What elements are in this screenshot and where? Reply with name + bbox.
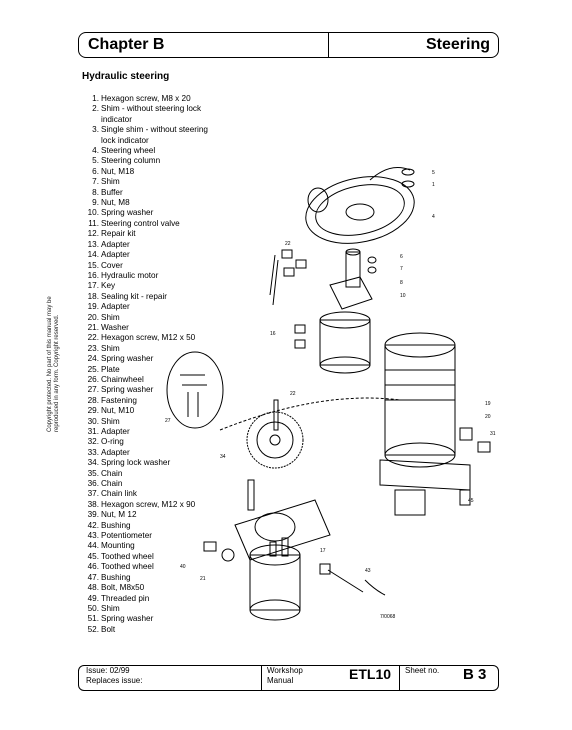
- part-number: 45.: [87, 551, 99, 561]
- part-description: Key: [101, 281, 116, 291]
- svg-text:40: 40: [180, 564, 186, 570]
- part-number: 17.: [87, 281, 99, 291]
- part-number: 39.: [87, 510, 99, 520]
- part-description: Hydraulic motor: [101, 270, 159, 280]
- part-description: Steering column: [101, 156, 161, 166]
- svg-text:19: 19: [485, 401, 491, 407]
- parts-list-item: [85, 146, 208, 156]
- part-number: 42.: [87, 520, 99, 530]
- part-number: 46.: [87, 562, 99, 572]
- part-description: Nut, M8: [101, 198, 130, 208]
- part-description: indicator: [101, 114, 132, 124]
- part-description: Hexagon screw, M8 x 20: [101, 94, 191, 103]
- part-number: 6.: [92, 166, 99, 176]
- svg-text:16: 16: [270, 331, 276, 337]
- part-description: Chainwheel: [101, 374, 144, 384]
- part-number: 2.: [92, 104, 99, 114]
- part-description: Bolt, M8x50: [101, 583, 145, 593]
- footer-manual-block: [267, 666, 303, 690]
- part-description: Toothed wheel: [101, 551, 154, 561]
- part-description: Adapter: [101, 302, 130, 312]
- footer-divider: [261, 666, 262, 690]
- part-description: Buffer: [101, 187, 123, 197]
- part-number: 47.: [87, 572, 99, 582]
- svg-text:6: 6: [400, 254, 403, 260]
- part-number: 7.: [92, 177, 99, 187]
- svg-text:31: 31: [490, 431, 496, 437]
- footer-divider: [399, 666, 400, 690]
- part-number: 24.: [87, 354, 99, 364]
- part-description: Bushing: [101, 572, 131, 582]
- svg-text:10: 10: [400, 293, 406, 299]
- model-name: ETL10: [349, 666, 392, 682]
- svg-text:34: 34: [220, 454, 226, 460]
- part-description: Spring washer: [101, 208, 154, 218]
- part-number: 32.: [87, 437, 99, 447]
- topic-title: Steering: [425, 36, 490, 53]
- part-number: 26.: [87, 374, 99, 384]
- part-number: 4.: [92, 146, 99, 156]
- part-number: 52.: [87, 624, 99, 634]
- part-number: [85, 136, 99, 146]
- svg-text:22: 22: [285, 241, 291, 247]
- part-description: Shim: [101, 343, 120, 353]
- part-description: Shim: [101, 603, 120, 613]
- part-description: Potentiometer: [101, 531, 152, 541]
- part-number: 43.: [87, 531, 99, 541]
- part-description: Nut, M 12: [101, 510, 137, 520]
- replaces-issue-text: Replaces issue:: [86, 675, 143, 685]
- part-number: 27.: [87, 385, 99, 395]
- part-description: Threaded pin: [101, 593, 150, 603]
- part-number: 16.: [87, 270, 99, 280]
- part-number: 35.: [87, 468, 99, 478]
- part-number: 48.: [87, 583, 99, 593]
- svg-text:43: 43: [365, 568, 371, 574]
- chapter-header: [78, 32, 499, 58]
- part-number: 28.: [87, 395, 99, 405]
- part-number: 33.: [87, 447, 99, 457]
- exploded-view-drawing: [160, 160, 520, 640]
- svg-text:27: 27: [165, 418, 171, 424]
- svg-text:17: 17: [320, 548, 326, 554]
- part-number: 19.: [87, 302, 99, 312]
- part-description: Sealing kit - repair: [101, 291, 167, 301]
- svg-text:7: 7: [400, 266, 403, 272]
- workshop-text: Workshop: [267, 666, 303, 675]
- part-number: 8.: [92, 187, 99, 197]
- part-number: 38.: [87, 499, 99, 509]
- part-number: 3.: [92, 125, 99, 135]
- part-number: 18.: [87, 291, 99, 301]
- parts-list-item: [85, 115, 208, 125]
- header-divider: [328, 33, 329, 57]
- part-description: Chain: [101, 479, 123, 489]
- svg-text:1: 1: [432, 182, 435, 188]
- sheet-label: Sheet no.: [405, 666, 440, 675]
- part-number: [85, 115, 99, 125]
- part-description: Repair kit: [101, 229, 136, 239]
- part-number: 22.: [87, 333, 99, 343]
- part-number: 44.: [87, 541, 99, 551]
- svg-text:22: 22: [290, 391, 296, 397]
- figure-reference: 7/0068: [380, 614, 396, 620]
- part-number: 20.: [87, 312, 99, 322]
- part-description: Spring washer: [101, 354, 154, 364]
- part-description: Adapter: [101, 447, 130, 457]
- part-description: Nut, M10: [101, 406, 135, 416]
- part-description: Spring washer: [101, 614, 154, 624]
- copyright-notice: Copyright protected. No part of this manual may be reproduced in any form. Copyright reserved.: [47, 296, 60, 432]
- part-description: Mounting: [101, 541, 135, 551]
- part-number: 15.: [87, 260, 99, 270]
- chapter-title: Chapter B: [88, 36, 165, 53]
- part-number: 29.: [87, 406, 99, 416]
- part-description: Nut, M18: [101, 166, 135, 176]
- part-number: 30.: [87, 416, 99, 426]
- part-number: 11.: [88, 218, 99, 228]
- part-description: Bushing: [101, 520, 131, 530]
- part-description: O-ring: [101, 437, 124, 447]
- parts-list-item: [85, 125, 208, 135]
- part-description: Steering wheel: [101, 146, 156, 156]
- part-description: Fastening: [101, 395, 137, 405]
- part-description: Chain: [101, 468, 123, 478]
- part-description: Spring lock washer: [101, 458, 171, 468]
- parts-list-item: [85, 94, 208, 104]
- part-number: 5.: [92, 156, 99, 166]
- part-number: 25.: [87, 364, 99, 374]
- part-number: 10.: [87, 208, 99, 218]
- steering-wheel-illustration: [300, 167, 421, 252]
- sheet-number: B 3: [463, 666, 487, 683]
- part-description: Adapter: [101, 427, 130, 436]
- part-number: 14.: [87, 250, 99, 260]
- svg-text:20: 20: [485, 414, 491, 420]
- section-title: Hydraulic steering: [82, 71, 170, 82]
- part-description: Adapter: [101, 250, 130, 260]
- part-description: lock indicator: [101, 135, 149, 145]
- svg-text:4: 4: [432, 214, 435, 220]
- part-number: 37.: [87, 489, 99, 499]
- part-description: Shim: [101, 177, 120, 187]
- manual-text: Manual: [267, 675, 294, 685]
- part-description: Toothed wheel: [101, 562, 154, 572]
- part-number: 12.: [87, 229, 99, 239]
- parts-list-item: [85, 136, 208, 146]
- part-description: Washer: [101, 322, 129, 332]
- footer-issue-block: [86, 666, 142, 690]
- part-number: 36.: [87, 479, 99, 489]
- svg-text:21: 21: [200, 576, 206, 582]
- part-number: 50.: [87, 603, 99, 613]
- svg-text:5: 5: [432, 170, 435, 176]
- part-number: 13.: [87, 239, 99, 249]
- part-description: Plate: [101, 364, 120, 374]
- part-number: 31.: [87, 427, 99, 436]
- part-number: 49.: [87, 593, 99, 603]
- part-description: Steering control valve: [101, 218, 180, 228]
- part-description: Shim - without steering lock: [101, 104, 202, 114]
- part-number: 51.: [87, 614, 99, 624]
- part-description: Hexagon screw, M12 x 90: [101, 499, 196, 509]
- part-description: Spring washer: [101, 385, 154, 395]
- page-footer: [78, 665, 499, 691]
- part-number: 1.: [92, 94, 99, 103]
- part-description: Shim: [101, 312, 120, 322]
- part-number: 9.: [92, 198, 99, 208]
- part-description: Single shim - without steering: [101, 125, 208, 135]
- parts-list-item: [85, 104, 208, 114]
- part-description: Bolt: [101, 624, 116, 634]
- part-number: 21.: [87, 322, 99, 332]
- part-description: Cover: [101, 260, 123, 270]
- part-description: Shim: [101, 416, 120, 426]
- svg-text:8: 8: [400, 280, 403, 286]
- part-description: Chain link: [101, 489, 137, 499]
- svg-text:45: 45: [468, 498, 474, 504]
- part-description: Hexagon screw, M12 x 50: [101, 333, 196, 343]
- part-number: 23.: [87, 343, 99, 353]
- part-description: Adapter: [101, 239, 130, 249]
- issue-text: Issue: 02/99: [86, 666, 130, 675]
- part-number: 34.: [87, 458, 99, 468]
